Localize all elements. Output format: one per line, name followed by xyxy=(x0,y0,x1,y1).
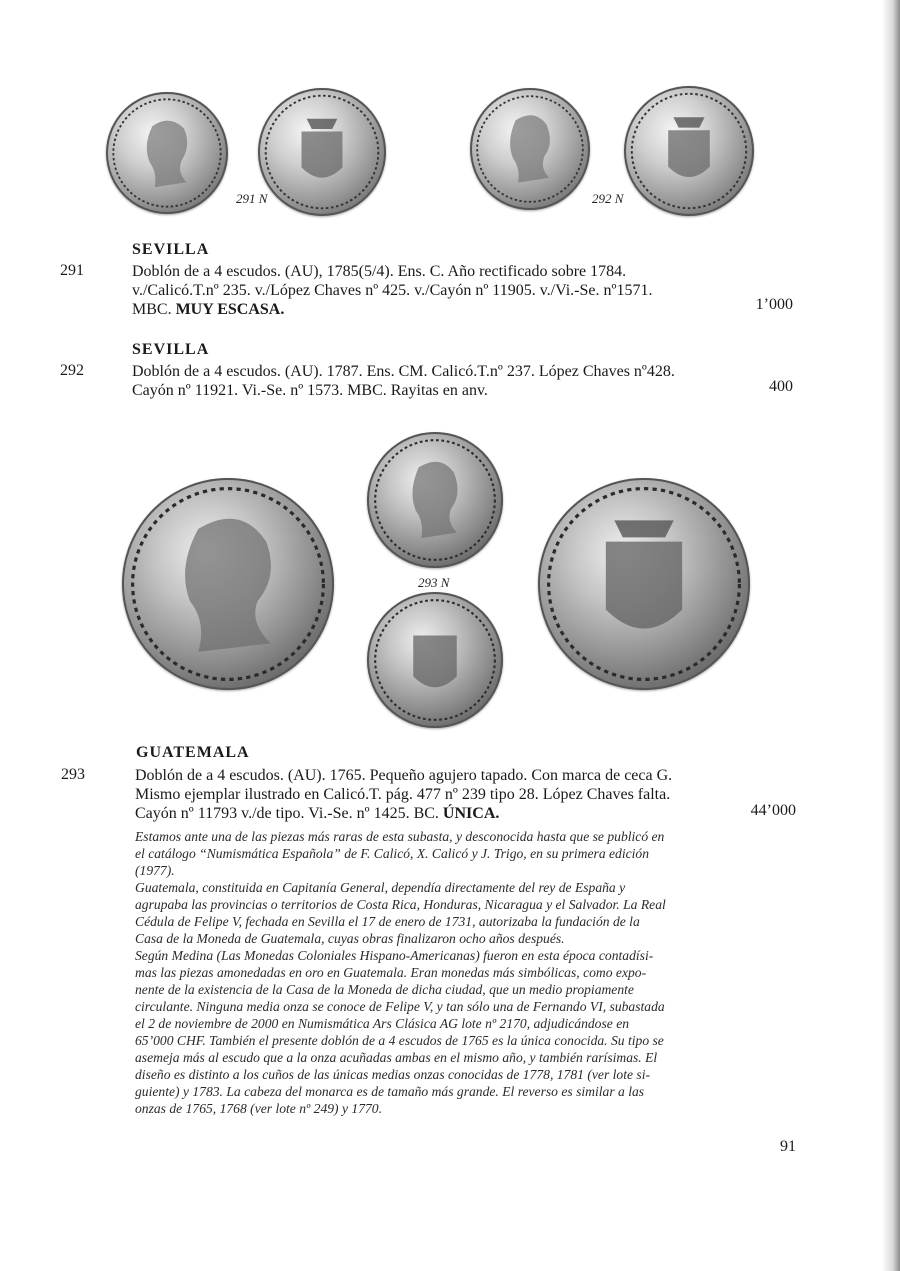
price-293: 44’000 xyxy=(750,802,796,819)
lot-291-rarity: MUY ESCASA. xyxy=(175,301,285,318)
region-heading-293: GUATEMALA xyxy=(136,744,250,761)
commentary-line: Según Medina (Las Monedas Coloniales Hispano-Americanas) fueron en esta época contadísi- xyxy=(135,948,654,963)
commentary-line: circulante. Ninguna media onza se conoce de Felipe V, y tan sólo una de Fernando VI, subastada xyxy=(135,999,665,1014)
lot-number-293: 293 xyxy=(61,766,85,783)
commentary-line: Cédula de Felipe V, fechada en Sevilla el 17 de enero de 1731, autorizaba la fundación de la xyxy=(135,914,640,929)
commentary-line: 65’000 CHF. También el presente doblón de a 4 escudos de 1765 es la única conocida. Su tipo se xyxy=(135,1033,664,1048)
price-292: 400 xyxy=(769,378,793,395)
commentary-line: Casa de la Moneda de Guatemala, cuyas obras finalizaron ocho años después. xyxy=(135,931,565,946)
region-heading-292: SEVILLA xyxy=(132,341,210,358)
coin-293-reverse-large xyxy=(538,478,750,690)
lot-293-commentary xyxy=(135,828,738,1117)
commentary-line: onzas de 1765, 1768 (ver lote nº 249) y 1770. xyxy=(135,1101,382,1116)
coin-label-293: 293 N xyxy=(418,575,450,590)
page-edge-shadow xyxy=(882,0,900,1271)
coin-label-292: 292 N xyxy=(592,191,624,206)
commentary-line: guiente) y 1783. La cabeza del monarca es de tamaño más grande. El reverso es similar a las xyxy=(135,1084,645,1099)
price-291: 1’000 xyxy=(755,296,793,313)
lot-291-line-3: MBC. MUY ESCASA. xyxy=(132,301,285,318)
commentary-line: asemeja más al escudo que a la onza acuñadas ambas en el mismo año, y también rarísimas. El xyxy=(135,1050,658,1065)
coin-293-obverse-large xyxy=(122,478,334,690)
coin-293-reverse-small xyxy=(367,592,503,728)
coin-label-291: 291 N xyxy=(236,191,268,206)
commentary-line: nente de la existencia de la Casa de la Moneda de dicha ciudad, que un medio propiamente xyxy=(135,982,634,997)
commentary-line: (1977). xyxy=(135,863,175,878)
lot-291-line-1: Doblón de a 4 escudos. (AU), 1785(5/4). Ens. C. Año rectificado sobre 1784. xyxy=(132,263,627,280)
commentary-line: Estamos ante una de las piezas más raras de esta subasta, y desconocida hasta que se publicó en xyxy=(135,829,665,844)
lot-291-line-2: v./Calicó.T.nº 235. v./López Chaves nº 425. v./Cayón nº 11905. v./Vi.-Se. nº1571. xyxy=(132,282,653,299)
page-number: 91 xyxy=(780,1138,796,1155)
lot-292-line-1: Doblón de a 4 escudos. (AU). 1787. Ens. CM. Calicó.T.nº 237. López Chaves nº428. xyxy=(132,363,675,380)
lot-description-292 xyxy=(132,362,732,400)
commentary-line: diseño es distinto a los cuños de las únicas medias onzas conocidas de 1778, 1781 (ver lote si- xyxy=(135,1067,651,1082)
lot-description-291 xyxy=(132,262,732,319)
region-heading-291: SEVILLA xyxy=(132,241,210,258)
coin-291-obverse xyxy=(106,92,228,214)
commentary-line: el 2 de noviembre de 2000 en Numismática Ars Clásica AG lote nº 2170, adjudicándose en xyxy=(135,1016,630,1031)
commentary-line: mas las piezas amonedadas en oro en Guatemala. Eran monedas más simbólicas, como expo- xyxy=(135,965,647,980)
coin-292-reverse xyxy=(624,86,754,216)
lot-293-line-2: Mismo ejemplar ilustrado en Calicó.T. pág. 477 nº 239 tipo 28. López Chaves falta. xyxy=(135,786,671,803)
coin-293-obverse-small xyxy=(367,432,503,568)
lot-number-291: 291 xyxy=(60,262,84,279)
lot-292-line-2: Cayón nº 11921. Vi.-Se. nº 1573. MBC. Rayitas en anv. xyxy=(132,382,488,399)
commentary-line: agrupaba las provincias o territorios de Costa Rica, Honduras, Nicaragua y el Salvador. La Real xyxy=(135,897,666,912)
coin-292-obverse xyxy=(470,88,590,210)
commentary-line: Guatemala, constituida en Capitanía General, dependía directamente del rey de España y xyxy=(135,880,626,895)
lot-293-rarity: ÚNICA. xyxy=(442,805,500,822)
coin-291-reverse xyxy=(258,88,386,216)
lot-293-line-3: Cayón nº 11793 v./de tipo. Vi.-Se. nº 1425. BC. ÚNICA. xyxy=(135,805,500,822)
lot-number-292: 292 xyxy=(60,362,84,379)
commentary-line: el catálogo “Numismática Española” de F. Calicó, X. Calicó y J. Trigo, en su primera edición xyxy=(135,846,650,861)
lot-description-293 xyxy=(135,766,738,823)
lot-293-line-1: Doblón de a 4 escudos. (AU). 1765. Pequeño agujero tapado. Con marca de ceca G. xyxy=(135,767,673,784)
